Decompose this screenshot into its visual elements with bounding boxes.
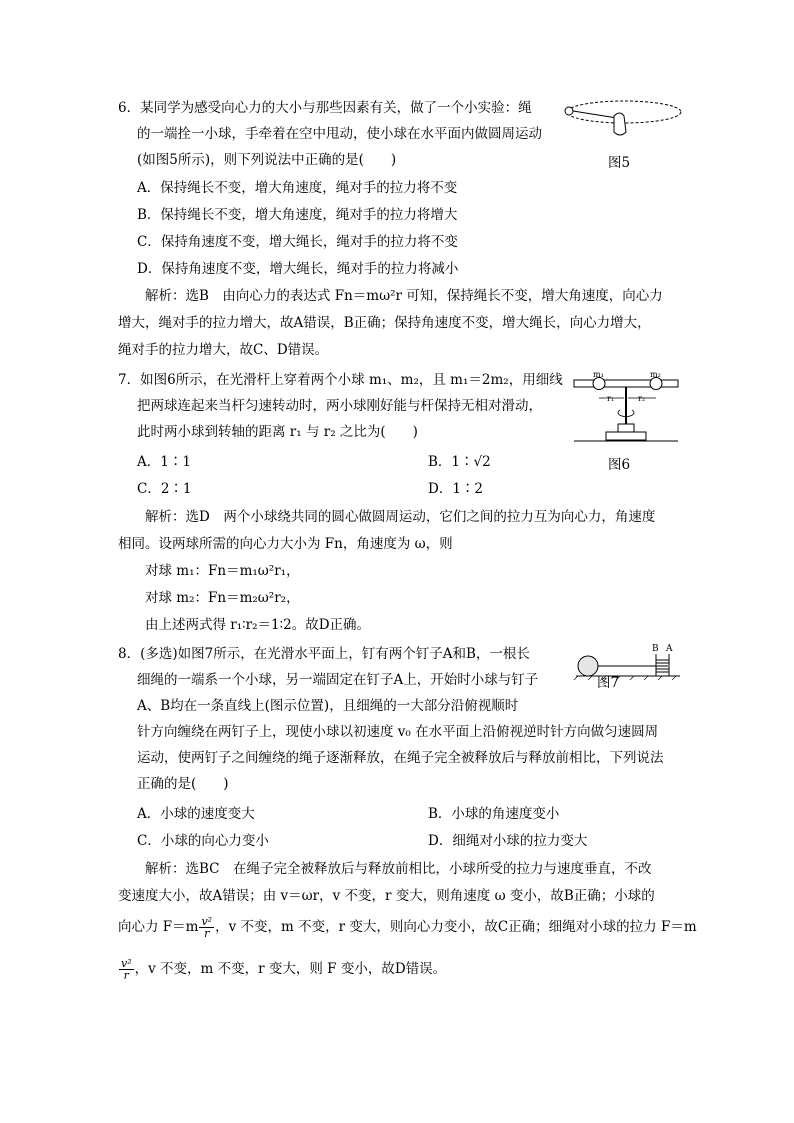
- q7-option-d: D．1∶2: [428, 481, 484, 497]
- figure-6-label: 图6: [608, 457, 631, 473]
- q7-stem-line-2: 把两球连起来当杆匀速转动时，两小球刚好能与杆保持无相对滑动，: [137, 398, 542, 414]
- q7-option-c: C．2∶1: [137, 481, 192, 497]
- q8-option-c: C．小球的向心力变小: [137, 833, 269, 849]
- q6-option-d: D．保持角速度不变，增大绳长，绳对手的拉力将减小: [137, 261, 459, 277]
- fraction-denominator-2: r: [123, 969, 129, 982]
- q6-analysis-line-2: 增大，绳对手的拉力增大，故A错误，B正确；保持角速度不变，增大绳长，向心力增大，: [118, 315, 651, 331]
- q7-analysis-line-4: 对球 m₂：Fn＝m₂ω²r₂，: [145, 590, 300, 606]
- q8-stem-line-6: 正确的是( ): [137, 776, 229, 792]
- q8-analysis-line-3-end: ，v 不变，m 不变，r 变大，则向心力变小，故C正确；细绳对小球的拉力 F＝m: [215, 919, 697, 935]
- q6-option-c: C．保持角速度不变，增大绳长，绳对手的拉力将不变: [137, 234, 458, 250]
- q7-analysis-line-5: 由上述两式得 r₁∶r₂＝1∶2。故D正确。: [145, 617, 371, 633]
- q8-analysis-line-4-text: ，v 不变，m 不变，r 变大，则 F 变小，故D错误。: [134, 961, 447, 977]
- q8-analysis-line-4: [118, 958, 446, 981]
- q7-stem-line-1: 7．如图6所示，在光滑杆上穿着两个小球 m₁、m₂，且 m₁＝2m₂，用细线: [118, 372, 563, 388]
- q6-stem-line-2: 的一端拴一小球，手牵着在空中甩动，使小球在水平面内做圆周运动: [137, 126, 542, 142]
- q8-analysis-line-3: [118, 916, 697, 939]
- figure-7-label-b: B: [652, 644, 659, 654]
- q7-analysis-line-2: 相同。设两球所需的向心力大小为 Fn，角速度为 ω，则: [118, 536, 453, 552]
- q8-analysis-line-2: 变速度大小，故A错误；由 v＝ωr，v 不变，r 变大，则角速度 ω 变小，故B正确；小球的: [118, 888, 655, 904]
- figure-6-label-r1: r₁: [607, 394, 615, 403]
- figure-7-label-a: A: [666, 644, 673, 654]
- q8-analysis-line-3-start: 向心力 F＝m: [118, 919, 199, 935]
- q8-stem-line-3: A、B均在一条直线上(图示位置)，且细绳的一大部分沿俯视顺时: [137, 698, 519, 714]
- figure-6-illustration: [570, 368, 682, 444]
- figure-5-label: 图5: [608, 155, 631, 171]
- q6-analysis-line-3: 绳对手的拉力增大，故C、D错误。: [118, 342, 329, 358]
- q8-stem-line-1: 8．(多选)如图7所示，在光滑水平面上，钉有两个钉子A和B，一根长: [118, 646, 530, 662]
- figure-7-illustration: [572, 640, 684, 680]
- q7-option-a: A．1∶1: [137, 454, 191, 470]
- q7-option-b: B．1∶√2: [428, 454, 491, 470]
- q6-stem-line-3: (如图5所示)，则下列说法中正确的是( ): [137, 152, 397, 168]
- q8-option-d: D．细绳对小球的拉力变大: [428, 833, 588, 849]
- q7-analysis-line-1: 解析：选D 两个小球绕共同的圆心做圆周运动，它们之间的拉力互为向心力，角速度: [145, 509, 656, 525]
- v-squared-over-r-fraction: [199, 916, 214, 939]
- q6-option-a: A．保持绳长不变，增大角速度，绳对手的拉力将不变: [137, 180, 458, 196]
- q6-option-b: B．保持绳长不变，增大角速度，绳对手的拉力将增大: [137, 207, 458, 223]
- q8-option-b: B．小球的角速度变小: [428, 806, 560, 822]
- figure-6-label-m2: m₂: [650, 370, 661, 379]
- q6-analysis-line-1: 解析：选B 由向心力的表达式 Fn＝mω²r 可知，保持绳长不变，增大角速度，向心力: [145, 288, 663, 304]
- fraction-numerator: v²: [201, 915, 213, 928]
- figure-6-label-m1: m₁: [593, 370, 604, 379]
- fraction-denominator: r: [204, 927, 210, 940]
- q8-stem-line-5: 运动，使两钉子之间缠绕的绳子逐渐释放，在绳子完全被释放后与释放前相比，下列说法: [137, 750, 664, 766]
- figure-7-label: 图7: [597, 675, 620, 691]
- q8-stem-line-4: 针方向缠绕在两钉子上，现使小球以初速度 v₀ 在水平面上沿俯视逆时针方向做匀速圆周: [137, 724, 659, 740]
- figure-6-label-r2: r₂: [638, 394, 646, 403]
- q8-option-a: A．小球的速度变大: [137, 806, 255, 822]
- v-squared-over-r-fraction-2: [119, 958, 134, 981]
- fraction-numerator-2: v²: [121, 957, 132, 970]
- q7-stem-line-3: 此时两小球到转轴的距离 r₁ 与 r₂ 之比为( ): [137, 424, 418, 440]
- q8-stem-line-2: 细绳的一端系一个小球，另一端固定在钉子A上，开始时小球与钉子: [137, 672, 539, 688]
- q6-stem-line-1: 6．某同学为感受向心力的大小与那些因素有关，做了一个小实验：绳: [118, 100, 532, 116]
- figure-5-illustration: [562, 96, 684, 150]
- q7-analysis-line-3: 对球 m₁：Fn＝m₁ω²r₁，: [145, 563, 300, 579]
- q8-analysis-line-1: 解析：选BC 在绳子完全被释放后与释放前相比，小球所受的拉力与速度垂直，不改: [145, 861, 652, 877]
